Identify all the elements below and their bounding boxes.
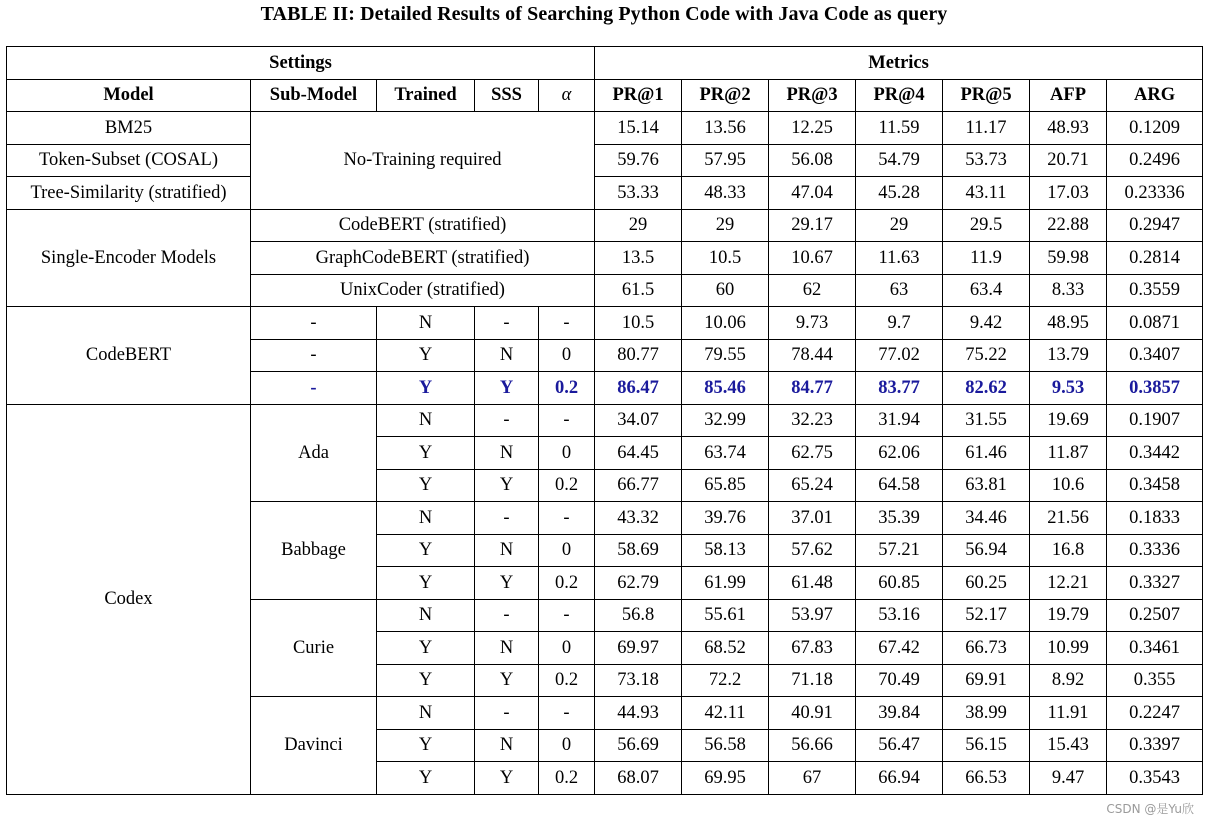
metric-cell-pr4: 57.21 bbox=[856, 534, 943, 567]
sub-model-cell: GraphCodeBERT (stratified) bbox=[251, 242, 595, 275]
sub-model-cell: - bbox=[251, 307, 377, 340]
metric-cell-afp: 11.91 bbox=[1030, 697, 1107, 730]
metric-cell-pr5: 38.99 bbox=[943, 697, 1030, 730]
metric-cell-arg: 0.2947 bbox=[1107, 209, 1203, 242]
watermark-text: CSDN @是Yu欣 bbox=[1106, 802, 1194, 816]
sss-cell: N bbox=[475, 437, 539, 470]
metric-cell-pr4: 39.84 bbox=[856, 697, 943, 730]
metric-cell-pr2: 29 bbox=[682, 209, 769, 242]
metric-cell-pr3: 67.83 bbox=[769, 632, 856, 665]
metric-cell-pr4: 54.79 bbox=[856, 144, 943, 177]
alpha-cell: 0.2 bbox=[539, 469, 595, 502]
metrics-header: Metrics bbox=[595, 47, 1203, 80]
metric-cell-pr4: 66.94 bbox=[856, 762, 943, 795]
metric-cell-pr3: 62.75 bbox=[769, 437, 856, 470]
metric-cell-pr4: 53.16 bbox=[856, 599, 943, 632]
metric-cell-afp: 48.93 bbox=[1030, 112, 1107, 145]
metric-cell-pr5: 56.94 bbox=[943, 534, 1030, 567]
metric-cell-pr3: 53.97 bbox=[769, 599, 856, 632]
metric-cell-pr2: 32.99 bbox=[682, 404, 769, 437]
alpha-cell: - bbox=[539, 404, 595, 437]
metric-cell-arg: 0.355 bbox=[1107, 664, 1203, 697]
metric-cell-arg: 0.2247 bbox=[1107, 697, 1203, 730]
sss-cell: Y bbox=[475, 372, 539, 405]
metric-cell-arg: 0.3442 bbox=[1107, 437, 1203, 470]
metric-cell-pr4: 45.28 bbox=[856, 177, 943, 210]
sub-model-cell: Davinci bbox=[251, 697, 377, 795]
metric-cell-pr2: 48.33 bbox=[682, 177, 769, 210]
model-cell: Token-Subset (COSAL) bbox=[7, 144, 251, 177]
metric-cell-afp: 9.53 bbox=[1030, 372, 1107, 405]
metric-cell-afp: 20.71 bbox=[1030, 144, 1107, 177]
col-pr3: PR@3 bbox=[769, 79, 856, 112]
metric-cell-pr2: 58.13 bbox=[682, 534, 769, 567]
col-afp: AFP bbox=[1030, 79, 1107, 112]
alpha-cell: 0 bbox=[539, 632, 595, 665]
model-cell: CodeBERT bbox=[7, 307, 251, 405]
metric-cell-pr2: 68.52 bbox=[682, 632, 769, 665]
metric-cell-pr3: 32.23 bbox=[769, 404, 856, 437]
metric-cell-arg: 0.3407 bbox=[1107, 339, 1203, 372]
metric-cell-arg: 0.3461 bbox=[1107, 632, 1203, 665]
metric-cell-arg: 0.1833 bbox=[1107, 502, 1203, 535]
metric-cell-pr2: 42.11 bbox=[682, 697, 769, 730]
metric-cell-afp: 12.21 bbox=[1030, 567, 1107, 600]
metric-cell-arg: 0.2507 bbox=[1107, 599, 1203, 632]
model-cell: Single-Encoder Models bbox=[7, 209, 251, 307]
metric-cell-arg: 0.2814 bbox=[1107, 242, 1203, 275]
metric-cell-pr4: 70.49 bbox=[856, 664, 943, 697]
metric-cell-pr4: 62.06 bbox=[856, 437, 943, 470]
metric-cell-arg: 0.3397 bbox=[1107, 729, 1203, 762]
alpha-cell: - bbox=[539, 599, 595, 632]
sub-model-cell: Curie bbox=[251, 599, 377, 697]
col-sss: SSS bbox=[475, 79, 539, 112]
sss-cell: N bbox=[475, 339, 539, 372]
metric-cell-pr1: 80.77 bbox=[595, 339, 682, 372]
metric-cell-pr1: 34.07 bbox=[595, 404, 682, 437]
table-row bbox=[7, 112, 1203, 145]
metric-cell-pr4: 67.42 bbox=[856, 632, 943, 665]
metric-cell-pr1: 61.5 bbox=[595, 274, 682, 307]
metric-cell-arg: 0.3559 bbox=[1107, 274, 1203, 307]
metric-cell-arg: 0.3458 bbox=[1107, 469, 1203, 502]
metric-cell-afp: 21.56 bbox=[1030, 502, 1107, 535]
metric-cell-pr5: 53.73 bbox=[943, 144, 1030, 177]
col-sub-model: Sub-Model bbox=[251, 79, 377, 112]
metric-cell-pr3: 71.18 bbox=[769, 664, 856, 697]
metric-cell-arg: 0.2496 bbox=[1107, 144, 1203, 177]
alpha-cell: 0.2 bbox=[539, 567, 595, 600]
col-pr2: PR@2 bbox=[682, 79, 769, 112]
metric-cell-pr4: 9.7 bbox=[856, 307, 943, 340]
metric-cell-pr2: 10.06 bbox=[682, 307, 769, 340]
metric-cell-pr1: 53.33 bbox=[595, 177, 682, 210]
model-cell: Tree-Similarity (stratified) bbox=[7, 177, 251, 210]
metric-cell-pr2: 61.99 bbox=[682, 567, 769, 600]
metric-cell-afp: 15.43 bbox=[1030, 729, 1107, 762]
metric-cell-pr5: 11.17 bbox=[943, 112, 1030, 145]
sss-cell: Y bbox=[475, 567, 539, 600]
metric-cell-afp: 19.79 bbox=[1030, 599, 1107, 632]
metric-cell-afp: 8.33 bbox=[1030, 274, 1107, 307]
metric-cell-pr5: 61.46 bbox=[943, 437, 1030, 470]
metric-cell-pr3: 56.08 bbox=[769, 144, 856, 177]
metric-cell-pr1: 44.93 bbox=[595, 697, 682, 730]
metric-cell-pr3: 37.01 bbox=[769, 502, 856, 535]
metric-cell-arg: 0.23336 bbox=[1107, 177, 1203, 210]
sss-cell: - bbox=[475, 404, 539, 437]
model-cell: BM25 bbox=[7, 112, 251, 145]
metric-cell-pr3: 12.25 bbox=[769, 112, 856, 145]
metric-cell-pr1: 56.69 bbox=[595, 729, 682, 762]
metric-cell-afp: 10.99 bbox=[1030, 632, 1107, 665]
trained-cell: Y bbox=[377, 762, 475, 795]
metric-cell-afp: 9.47 bbox=[1030, 762, 1107, 795]
metric-cell-pr5: 31.55 bbox=[943, 404, 1030, 437]
sub-model-cell: CodeBERT (stratified) bbox=[251, 209, 595, 242]
metric-cell-pr2: 57.95 bbox=[682, 144, 769, 177]
metric-cell-pr2: 13.56 bbox=[682, 112, 769, 145]
alpha-cell: - bbox=[539, 697, 595, 730]
metric-cell-pr4: 35.39 bbox=[856, 502, 943, 535]
metric-cell-pr2: 65.85 bbox=[682, 469, 769, 502]
metric-cell-pr3: 10.67 bbox=[769, 242, 856, 275]
metric-cell-afp: 48.95 bbox=[1030, 307, 1107, 340]
alpha-cell: - bbox=[539, 502, 595, 535]
metric-cell-pr4: 31.94 bbox=[856, 404, 943, 437]
metric-cell-pr1: 86.47 bbox=[595, 372, 682, 405]
group-header-row bbox=[7, 47, 1203, 80]
metric-cell-pr5: 11.9 bbox=[943, 242, 1030, 275]
metric-cell-pr2: 39.76 bbox=[682, 502, 769, 535]
sss-cell: - bbox=[475, 502, 539, 535]
metric-cell-pr5: 63.4 bbox=[943, 274, 1030, 307]
trained-cell: Y bbox=[377, 372, 475, 405]
metric-cell-afp: 17.03 bbox=[1030, 177, 1107, 210]
trained-cell: N bbox=[377, 502, 475, 535]
col-pr4: PR@4 bbox=[856, 79, 943, 112]
metric-cell-pr3: 84.77 bbox=[769, 372, 856, 405]
metric-cell-pr3: 47.04 bbox=[769, 177, 856, 210]
metric-cell-pr4: 56.47 bbox=[856, 729, 943, 762]
metric-cell-pr1: 64.45 bbox=[595, 437, 682, 470]
metric-cell-pr3: 67 bbox=[769, 762, 856, 795]
column-header-row bbox=[7, 79, 1203, 112]
metric-cell-afp: 16.8 bbox=[1030, 534, 1107, 567]
trained-cell: Y bbox=[377, 729, 475, 762]
metric-cell-pr4: 11.59 bbox=[856, 112, 943, 145]
table-row bbox=[7, 144, 1203, 177]
metric-cell-pr4: 60.85 bbox=[856, 567, 943, 600]
metric-cell-pr1: 58.69 bbox=[595, 534, 682, 567]
metric-cell-pr5: 52.17 bbox=[943, 599, 1030, 632]
trained-cell: N bbox=[377, 307, 475, 340]
metric-cell-pr2: 60 bbox=[682, 274, 769, 307]
metric-cell-pr2: 10.5 bbox=[682, 242, 769, 275]
metric-cell-pr5: 63.81 bbox=[943, 469, 1030, 502]
metric-cell-pr1: 15.14 bbox=[595, 112, 682, 145]
sss-cell: N bbox=[475, 632, 539, 665]
trained-cell: Y bbox=[377, 664, 475, 697]
metric-cell-pr3: 29.17 bbox=[769, 209, 856, 242]
metric-cell-pr5: 9.42 bbox=[943, 307, 1030, 340]
metric-cell-arg: 0.3327 bbox=[1107, 567, 1203, 600]
metric-cell-pr1: 62.79 bbox=[595, 567, 682, 600]
col-model: Model bbox=[7, 79, 251, 112]
metric-cell-pr2: 56.58 bbox=[682, 729, 769, 762]
trained-cell: N bbox=[377, 697, 475, 730]
results-table bbox=[6, 46, 1203, 795]
metric-cell-pr2: 69.95 bbox=[682, 762, 769, 795]
trained-cell: Y bbox=[377, 567, 475, 600]
metric-cell-pr5: 29.5 bbox=[943, 209, 1030, 242]
metric-cell-pr4: 29 bbox=[856, 209, 943, 242]
col-alpha: α bbox=[539, 79, 595, 112]
sss-cell: - bbox=[475, 307, 539, 340]
metric-cell-afp: 10.6 bbox=[1030, 469, 1107, 502]
col-pr1: PR@1 bbox=[595, 79, 682, 112]
alpha-cell: 0 bbox=[539, 339, 595, 372]
metric-cell-pr3: 65.24 bbox=[769, 469, 856, 502]
metric-cell-pr4: 63 bbox=[856, 274, 943, 307]
metric-cell-afp: 8.92 bbox=[1030, 664, 1107, 697]
metric-cell-pr3: 40.91 bbox=[769, 697, 856, 730]
metric-cell-pr5: 43.11 bbox=[943, 177, 1030, 210]
alpha-cell: - bbox=[539, 307, 595, 340]
sub-model-cell: Ada bbox=[251, 404, 377, 502]
sub-model-cell: UnixCoder (stratified) bbox=[251, 274, 595, 307]
trained-cell: Y bbox=[377, 437, 475, 470]
metric-cell-pr4: 64.58 bbox=[856, 469, 943, 502]
sss-cell: Y bbox=[475, 762, 539, 795]
metric-cell-afp: 22.88 bbox=[1030, 209, 1107, 242]
trained-cell: N bbox=[377, 404, 475, 437]
trained-cell: Y bbox=[377, 339, 475, 372]
metric-cell-pr1: 73.18 bbox=[595, 664, 682, 697]
settings-header: Settings bbox=[7, 47, 595, 80]
metric-cell-pr2: 79.55 bbox=[682, 339, 769, 372]
metric-cell-afp: 19.69 bbox=[1030, 404, 1107, 437]
metric-cell-pr1: 10.5 bbox=[595, 307, 682, 340]
table-row bbox=[7, 307, 1203, 340]
metric-cell-pr2: 63.74 bbox=[682, 437, 769, 470]
metric-cell-afp: 11.87 bbox=[1030, 437, 1107, 470]
metric-cell-pr2: 55.61 bbox=[682, 599, 769, 632]
no-training-cell: No-Training required bbox=[251, 112, 595, 210]
table-row bbox=[7, 177, 1203, 210]
sss-cell: N bbox=[475, 534, 539, 567]
col-arg: ARG bbox=[1107, 79, 1203, 112]
metric-cell-arg: 0.1907 bbox=[1107, 404, 1203, 437]
col-trained: Trained bbox=[377, 79, 475, 112]
metric-cell-arg: 0.3857 bbox=[1107, 372, 1203, 405]
sss-cell: N bbox=[475, 729, 539, 762]
sss-cell: Y bbox=[475, 664, 539, 697]
alpha-cell: 0 bbox=[539, 534, 595, 567]
metric-cell-pr3: 78.44 bbox=[769, 339, 856, 372]
metric-cell-pr4: 83.77 bbox=[856, 372, 943, 405]
metric-cell-pr5: 82.62 bbox=[943, 372, 1030, 405]
metric-cell-pr3: 56.66 bbox=[769, 729, 856, 762]
metric-cell-pr1: 69.97 bbox=[595, 632, 682, 665]
table-caption: TABLE II: Detailed Results of Searching Python Code with Java Code as query bbox=[260, 3, 948, 25]
metric-cell-pr1: 43.32 bbox=[595, 502, 682, 535]
alpha-cell: 0.2 bbox=[539, 762, 595, 795]
metric-cell-pr1: 29 bbox=[595, 209, 682, 242]
metric-cell-afp: 59.98 bbox=[1030, 242, 1107, 275]
metric-cell-pr5: 66.53 bbox=[943, 762, 1030, 795]
metric-cell-pr2: 72.2 bbox=[682, 664, 769, 697]
metric-cell-afp: 13.79 bbox=[1030, 339, 1107, 372]
metric-cell-pr5: 60.25 bbox=[943, 567, 1030, 600]
trained-cell: N bbox=[377, 599, 475, 632]
metric-cell-arg: 0.3336 bbox=[1107, 534, 1203, 567]
metric-cell-arg: 0.3543 bbox=[1107, 762, 1203, 795]
metric-cell-pr5: 75.22 bbox=[943, 339, 1030, 372]
metric-cell-pr3: 9.73 bbox=[769, 307, 856, 340]
metric-cell-pr5: 34.46 bbox=[943, 502, 1030, 535]
metric-cell-pr1: 66.77 bbox=[595, 469, 682, 502]
metric-cell-pr5: 56.15 bbox=[943, 729, 1030, 762]
col-pr5: PR@5 bbox=[943, 79, 1030, 112]
metric-cell-pr3: 57.62 bbox=[769, 534, 856, 567]
metric-cell-pr1: 56.8 bbox=[595, 599, 682, 632]
metric-cell-pr1: 13.5 bbox=[595, 242, 682, 275]
trained-cell: Y bbox=[377, 469, 475, 502]
metric-cell-pr2: 85.46 bbox=[682, 372, 769, 405]
alpha-cell: 0.2 bbox=[539, 664, 595, 697]
metric-cell-arg: 0.1209 bbox=[1107, 112, 1203, 145]
metric-cell-pr3: 61.48 bbox=[769, 567, 856, 600]
alpha-cell: 0 bbox=[539, 437, 595, 470]
metric-cell-pr1: 68.07 bbox=[595, 762, 682, 795]
trained-cell: Y bbox=[377, 632, 475, 665]
metric-cell-pr5: 69.91 bbox=[943, 664, 1030, 697]
metric-cell-pr1: 59.76 bbox=[595, 144, 682, 177]
metric-cell-pr4: 77.02 bbox=[856, 339, 943, 372]
metric-cell-pr5: 66.73 bbox=[943, 632, 1030, 665]
model-cell: Codex bbox=[7, 404, 251, 794]
sss-cell: Y bbox=[475, 469, 539, 502]
table-row bbox=[7, 404, 1203, 437]
metric-cell-pr4: 11.63 bbox=[856, 242, 943, 275]
alpha-cell: 0.2 bbox=[539, 372, 595, 405]
sss-cell: - bbox=[475, 599, 539, 632]
trained-cell: Y bbox=[377, 534, 475, 567]
alpha-cell: 0 bbox=[539, 729, 595, 762]
sss-cell: - bbox=[475, 697, 539, 730]
metric-cell-pr3: 62 bbox=[769, 274, 856, 307]
sub-model-cell: Babbage bbox=[251, 502, 377, 600]
sub-model-cell: - bbox=[251, 339, 377, 372]
sub-model-cell: - bbox=[251, 372, 377, 405]
table-row bbox=[7, 209, 1203, 242]
metric-cell-arg: 0.0871 bbox=[1107, 307, 1203, 340]
